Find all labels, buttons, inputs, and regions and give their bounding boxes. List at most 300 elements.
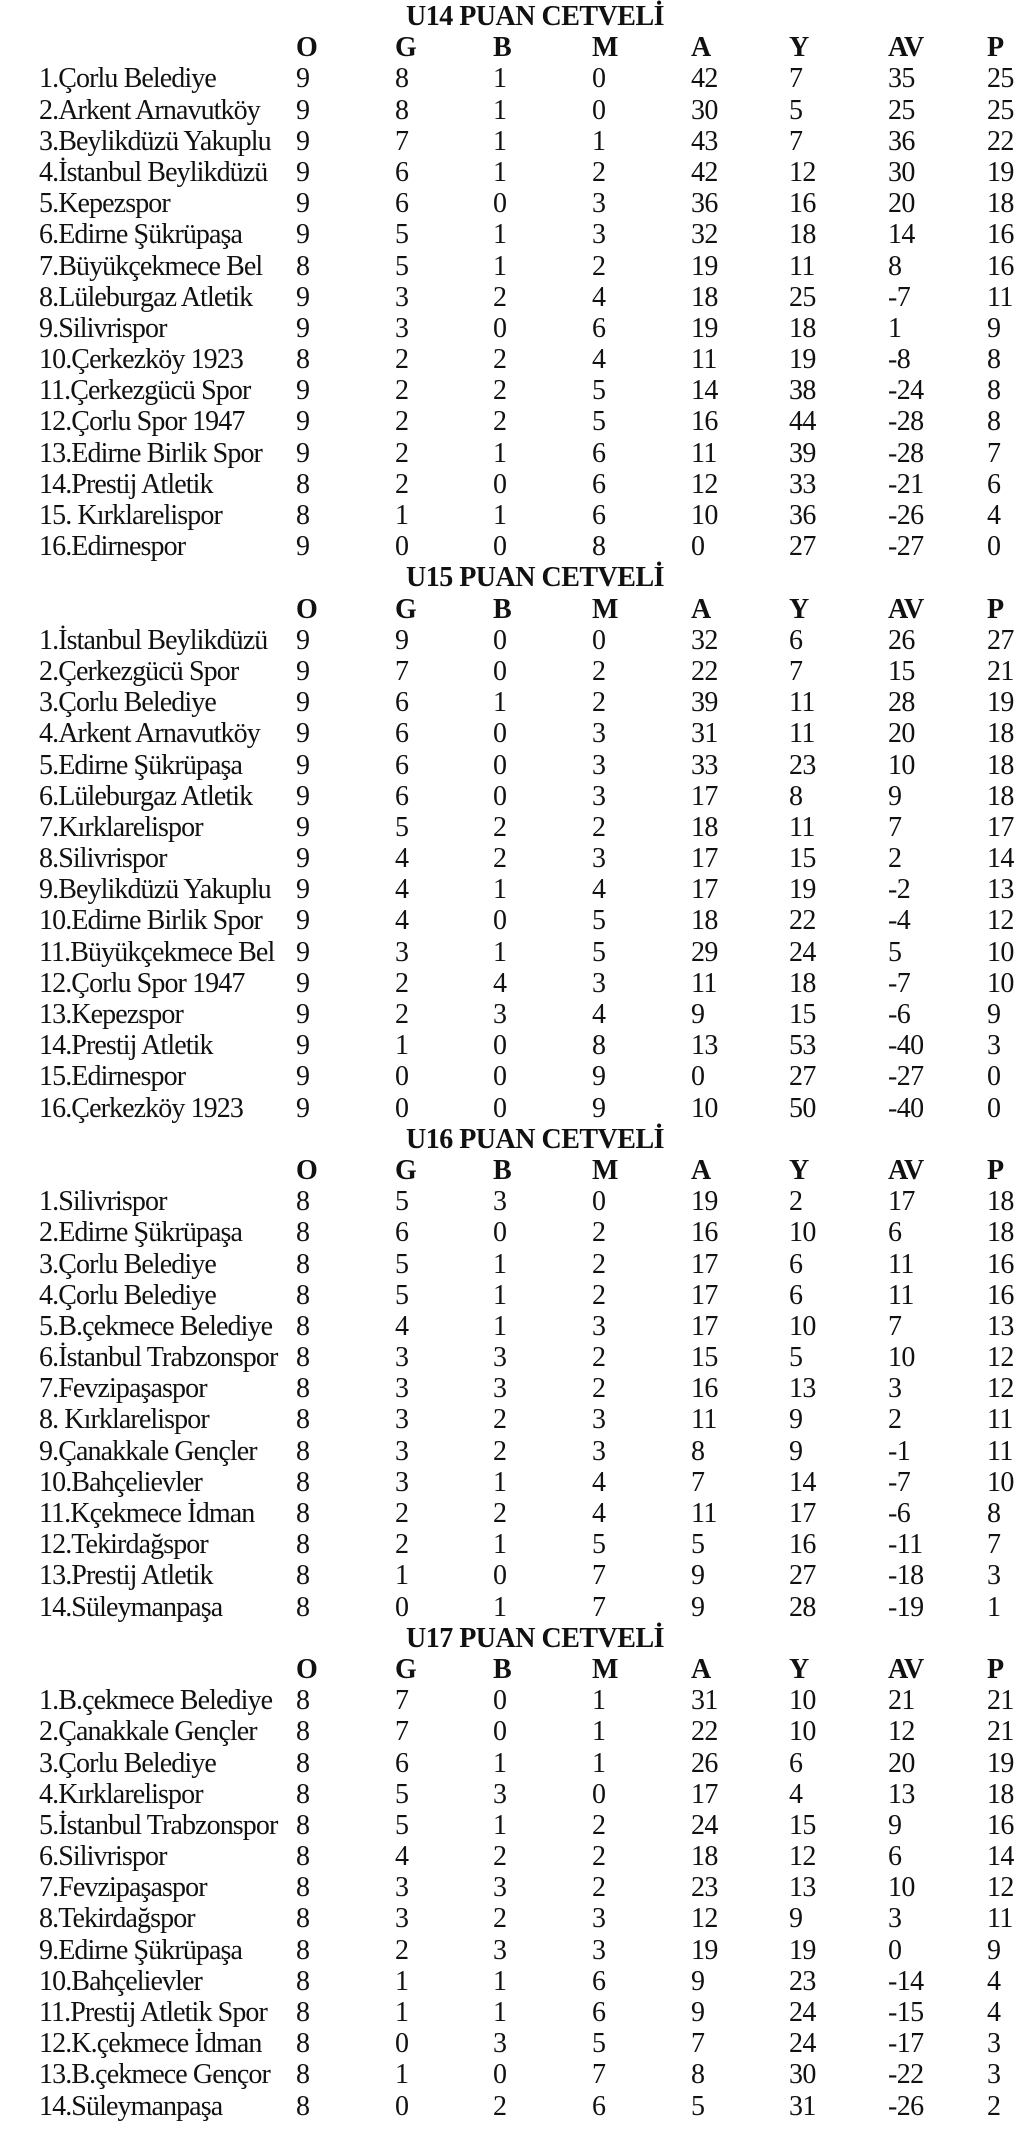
cell-goals-for: 8 — [691, 1435, 705, 1467]
cell-team: 5.B.çekmece Belediye — [39, 1310, 273, 1342]
cell-team: 8. Kırklarelispor — [39, 1404, 209, 1436]
cell-played: 9 — [296, 905, 310, 937]
cell-goals-for: 9 — [691, 1560, 705, 1592]
cell-played: 8 — [296, 1934, 310, 1966]
cell-lost: 7 — [592, 1560, 606, 1592]
cell-goals-for: 7 — [691, 2028, 705, 2060]
cell-won: 6 — [395, 188, 409, 220]
cell-goal-difference: 3 — [888, 1373, 902, 1405]
cell-team: 2.Edirne Şükrüpaşa — [39, 1217, 243, 1249]
cell-lost: 2 — [592, 1809, 606, 1841]
cell-won: 0 — [395, 1061, 409, 1093]
cell-goals-for: 17 — [691, 843, 718, 875]
cell-drawn: 2 — [493, 1903, 507, 1935]
cell-points: 12 — [987, 1342, 1014, 1374]
cell-goal-difference: -7 — [888, 1466, 911, 1498]
cell-goals-for: 22 — [691, 1716, 718, 1748]
cell-won: 5 — [395, 1279, 409, 1311]
table-row — [0, 313, 1028, 344]
cell-lost: 4 — [592, 344, 606, 376]
table-row — [0, 1373, 1028, 1404]
column-header-av: AV — [888, 593, 924, 625]
table-row — [0, 812, 1028, 843]
cell-team: 7.Büyükçekmece Bel — [39, 250, 263, 282]
cell-won: 2 — [395, 406, 409, 438]
cell-won: 4 — [395, 1841, 409, 1873]
cell-goals-against: 24 — [789, 1997, 816, 2028]
cell-won: 2 — [395, 437, 409, 469]
cell-goals-for: 26 — [691, 1747, 718, 1779]
cell-team: 14.Süleymanpaşa — [39, 1591, 223, 1623]
cell-lost: 5 — [592, 406, 606, 438]
cell-lost: 5 — [592, 2028, 606, 2060]
cell-played: 8 — [296, 1529, 310, 1561]
cell-team: 3.Beylikdüzü Yakuplu — [39, 125, 271, 157]
cell-points: 22 — [987, 125, 1014, 157]
table-row — [0, 375, 1028, 406]
cell-goals-for: 19 — [691, 1934, 718, 1966]
cell-drawn: 2 — [493, 2090, 507, 2122]
cell-goal-difference: 9 — [888, 1809, 902, 1841]
column-header-m: M — [592, 593, 618, 625]
cell-team: 8.Silivrispor — [39, 843, 167, 875]
cell-lost: 0 — [592, 1778, 606, 1810]
cell-goals-for: 31 — [691, 1685, 718, 1717]
cell-points: 8 — [987, 1498, 1001, 1529]
table-row — [0, 438, 1028, 469]
cell-team: 1.Silivrispor — [39, 1186, 167, 1218]
column-header-a: A — [691, 1154, 711, 1186]
cell-points: 14 — [987, 1841, 1014, 1873]
cell-team: 2.Çerkezgücü Spor — [39, 655, 239, 687]
cell-won: 0 — [395, 531, 409, 563]
cell-goals-against: 23 — [789, 749, 816, 781]
cell-won: 2 — [395, 1934, 409, 1966]
cell-goal-difference: 12 — [888, 1716, 915, 1748]
cell-played: 8 — [296, 1279, 310, 1311]
cell-goal-difference: -18 — [888, 1560, 924, 1592]
cell-goals-against: 18 — [789, 967, 816, 999]
cell-team: 12.Çorlu Spor 1947 — [39, 406, 245, 438]
cell-drawn: 1 — [493, 1965, 507, 1997]
cell-goals-for: 13 — [691, 1030, 718, 1062]
cell-goal-difference: 14 — [888, 219, 915, 251]
cell-goal-difference: 5 — [888, 936, 902, 968]
cell-drawn: 1 — [493, 437, 507, 469]
cell-team: 6.Edirne Şükrüpaşa — [39, 219, 243, 251]
cell-drawn: 1 — [493, 219, 507, 251]
cell-points: 16 — [987, 219, 1014, 251]
cell-goals-against: 19 — [789, 344, 816, 376]
cell-goals-for: 43 — [691, 125, 718, 157]
cell-played: 8 — [296, 1809, 310, 1841]
table-row — [0, 718, 1028, 749]
cell-goal-difference: 11 — [888, 1279, 914, 1311]
cell-goals-for: 19 — [691, 1186, 718, 1218]
cell-played: 8 — [296, 1248, 310, 1280]
cell-points: 18 — [987, 749, 1014, 781]
cell-goal-difference: -11 — [888, 1529, 923, 1561]
cell-drawn: 2 — [493, 344, 507, 376]
cell-goals-for: 11 — [691, 344, 717, 376]
cell-drawn: 0 — [493, 2059, 507, 2091]
cell-goals-for: 9 — [691, 1965, 705, 1997]
cell-played: 8 — [296, 1404, 310, 1436]
cell-won: 7 — [395, 1716, 409, 1748]
column-header-p: P — [987, 1154, 1004, 1186]
cell-goal-difference: -4 — [888, 905, 911, 937]
cell-goals-for: 5 — [691, 2090, 705, 2122]
table-header-row — [0, 1654, 1028, 1685]
cell-goals-for: 11 — [691, 1498, 717, 1529]
column-header-y: Y — [789, 32, 809, 64]
cell-lost: 3 — [592, 219, 606, 251]
cell-drawn: 3 — [493, 1373, 507, 1405]
cell-goals-against: 39 — [789, 437, 816, 469]
table-row — [0, 1280, 1028, 1311]
cell-points: 3 — [987, 1030, 1001, 1062]
cell-goals-for: 30 — [691, 94, 718, 126]
cell-drawn: 3 — [493, 999, 507, 1030]
cell-goals-for: 9 — [691, 1997, 705, 2028]
cell-lost: 0 — [592, 1186, 606, 1218]
cell-points: 1 — [987, 1591, 1001, 1623]
cell-team: 16.Edirnespor — [39, 531, 186, 563]
column-header-p: P — [987, 32, 1004, 64]
cell-lost: 6 — [592, 468, 606, 500]
cell-team: 10.Çerkezköy 1923 — [39, 344, 243, 376]
cell-team: 12.K.çekmece İdman — [39, 2028, 262, 2060]
table-row — [0, 188, 1028, 219]
column-header-g: G — [395, 593, 417, 625]
table-row — [0, 1311, 1028, 1342]
cell-won: 5 — [395, 250, 409, 282]
cell-won: 8 — [395, 63, 409, 95]
cell-team: 8.Lüleburgaz Atletik — [39, 281, 253, 313]
cell-goal-difference: 8 — [888, 250, 902, 282]
column-header-a: A — [691, 32, 711, 64]
cell-won: 1 — [395, 2059, 409, 2091]
cell-goals-for: 10 — [691, 500, 718, 531]
cell-goals-for: 17 — [691, 1310, 718, 1342]
cell-won: 5 — [395, 811, 409, 843]
cell-points: 10 — [987, 936, 1014, 968]
cell-goals-for: 8 — [691, 2059, 705, 2091]
cell-goals-against: 30 — [789, 2059, 816, 2091]
cell-goals-against: 22 — [789, 905, 816, 937]
cell-goals-for: 19 — [691, 312, 718, 344]
cell-played: 9 — [296, 63, 310, 95]
cell-drawn: 0 — [493, 1092, 507, 1124]
cell-goals-for: 24 — [691, 1809, 718, 1841]
cell-goals-for: 12 — [691, 468, 718, 500]
cell-points: 16 — [987, 1279, 1014, 1311]
cell-won: 6 — [395, 1217, 409, 1249]
cell-points: 19 — [987, 156, 1014, 188]
cell-goals-against: 15 — [789, 1809, 816, 1841]
cell-lost: 0 — [592, 94, 606, 126]
cell-points: 18 — [987, 780, 1014, 812]
column-header-y: Y — [789, 1154, 809, 1186]
table-row — [0, 1404, 1028, 1435]
cell-won: 5 — [395, 1809, 409, 1841]
cell-goal-difference: 36 — [888, 125, 915, 157]
cell-points: 3 — [987, 1560, 1001, 1592]
cell-goals-for: 14 — [691, 375, 718, 407]
cell-goals-against: 53 — [789, 1030, 816, 1062]
cell-points: 10 — [987, 967, 1014, 999]
column-header-m: M — [592, 1653, 618, 1685]
cell-points: 16 — [987, 1809, 1014, 1841]
table-row — [0, 1560, 1028, 1591]
cell-goal-difference: 10 — [888, 1872, 915, 1904]
cell-goal-difference: 7 — [888, 811, 902, 843]
cell-points: 3 — [987, 2028, 1001, 2060]
cell-goals-for: 39 — [691, 687, 718, 719]
cell-goals-against: 11 — [789, 250, 815, 282]
cell-played: 9 — [296, 655, 310, 687]
cell-goal-difference: -24 — [888, 375, 924, 407]
cell-lost: 6 — [592, 1997, 606, 2028]
table-row — [0, 1217, 1028, 1248]
cell-team: 9.Çanakkale Gençler — [39, 1435, 257, 1467]
cell-goals-for: 18 — [691, 905, 718, 937]
cell-won: 6 — [395, 749, 409, 781]
cell-lost: 0 — [592, 63, 606, 95]
cell-played: 8 — [296, 1997, 310, 2028]
table-row — [0, 2091, 1028, 2122]
column-header-o: O — [296, 593, 318, 625]
cell-won: 7 — [395, 655, 409, 687]
cell-won: 1 — [395, 1560, 409, 1592]
cell-team: 9.Beylikdüzü Yakuplu — [39, 874, 271, 906]
column-header-g: G — [395, 1154, 417, 1186]
cell-goal-difference: 20 — [888, 188, 915, 220]
cell-goals-for: 23 — [691, 1872, 718, 1904]
cell-goals-against: 10 — [789, 1716, 816, 1748]
cell-drawn: 3 — [493, 1186, 507, 1218]
cell-points: 16 — [987, 1248, 1014, 1280]
cell-drawn: 2 — [493, 1498, 507, 1529]
cell-played: 9 — [296, 624, 310, 656]
cell-team: 4.Çorlu Belediye — [39, 1279, 216, 1311]
cell-team: 4.İstanbul Beylikdüzü — [39, 156, 268, 188]
cell-team: 13.B.çekmece Gençor — [39, 2059, 270, 2091]
cell-goals-against: 44 — [789, 406, 816, 438]
cell-goals-for: 42 — [691, 63, 718, 95]
cell-points: 8 — [987, 375, 1001, 407]
cell-goals-against: 15 — [789, 999, 816, 1030]
cell-points: 2 — [987, 2090, 1001, 2122]
cell-goals-against: 7 — [789, 63, 803, 95]
cell-drawn: 0 — [493, 468, 507, 500]
cell-goals-against: 27 — [789, 1560, 816, 1592]
cell-drawn: 2 — [493, 406, 507, 438]
cell-team: 16.Çerkezköy 1923 — [39, 1092, 243, 1124]
cell-played: 8 — [296, 1903, 310, 1935]
cell-goal-difference: -8 — [888, 344, 911, 376]
cell-played: 9 — [296, 780, 310, 812]
cell-lost: 3 — [592, 1404, 606, 1436]
cell-won: 2 — [395, 1498, 409, 1529]
table-row — [0, 219, 1028, 250]
cell-won: 5 — [395, 1248, 409, 1280]
cell-goals-against: 6 — [789, 1747, 803, 1779]
cell-lost: 1 — [592, 1747, 606, 1779]
cell-lost: 5 — [592, 1529, 606, 1561]
cell-drawn: 1 — [493, 1466, 507, 1498]
cell-goals-against: 8 — [789, 780, 803, 812]
cell-drawn: 1 — [493, 1529, 507, 1561]
cell-goals-for: 11 — [691, 1404, 717, 1436]
cell-won: 4 — [395, 874, 409, 906]
cell-played: 9 — [296, 718, 310, 750]
cell-drawn: 1 — [493, 1591, 507, 1623]
cell-team: 14.Prestij Atletik — [39, 468, 213, 500]
column-header-av: AV — [888, 1154, 924, 1186]
cell-drawn: 1 — [493, 250, 507, 282]
cell-played: 9 — [296, 188, 310, 220]
table-row — [0, 1810, 1028, 1841]
cell-points: 9 — [987, 1934, 1001, 1966]
cell-goals-against: 10 — [789, 1685, 816, 1717]
cell-played: 8 — [296, 1872, 310, 1904]
cell-played: 9 — [296, 1061, 310, 1093]
cell-team: 9.Silivrispor — [39, 312, 167, 344]
cell-lost: 2 — [592, 811, 606, 843]
cell-goals-against: 9 — [789, 1903, 803, 1935]
cell-goal-difference: -28 — [888, 406, 924, 438]
cell-won: 2 — [395, 967, 409, 999]
cell-team: 5.Edirne Şükrüpaşa — [39, 749, 243, 781]
cell-goals-against: 28 — [789, 1591, 816, 1623]
cell-lost: 0 — [592, 624, 606, 656]
cell-won: 1 — [395, 1965, 409, 1997]
table-header-row — [0, 1155, 1028, 1186]
cell-won: 4 — [395, 1310, 409, 1342]
cell-goals-against: 12 — [789, 1841, 816, 1873]
cell-goals-against: 13 — [789, 1373, 816, 1405]
column-header-b: B — [493, 32, 512, 64]
cell-played: 9 — [296, 156, 310, 188]
cell-won: 2 — [395, 375, 409, 407]
cell-team: 15. Kırklarelispor — [39, 500, 222, 531]
table-row — [0, 157, 1028, 188]
cell-goals-for: 31 — [691, 718, 718, 750]
cell-played: 9 — [296, 811, 310, 843]
cell-team: 3.Çorlu Belediye — [39, 1248, 216, 1280]
cell-goal-difference: 2 — [888, 843, 902, 875]
cell-drawn: 1 — [493, 936, 507, 968]
cell-goals-against: 18 — [789, 219, 816, 251]
cell-goals-against: 7 — [789, 655, 803, 687]
cell-goal-difference: -7 — [888, 967, 911, 999]
cell-goals-against: 9 — [789, 1435, 803, 1467]
table-row — [0, 1966, 1028, 1997]
table-row — [0, 406, 1028, 437]
cell-points: 14 — [987, 843, 1014, 875]
cell-drawn: 0 — [493, 905, 507, 937]
cell-played: 8 — [296, 1217, 310, 1249]
cell-goal-difference: 1 — [888, 312, 902, 344]
cell-won: 3 — [395, 1373, 409, 1405]
cell-goals-against: 27 — [789, 1061, 816, 1093]
standings-table — [0, 1623, 1028, 2122]
cell-lost: 4 — [592, 281, 606, 313]
table-row — [0, 531, 1028, 562]
cell-lost: 4 — [592, 999, 606, 1030]
cell-played: 8 — [296, 1591, 310, 1623]
cell-lost: 1 — [592, 1716, 606, 1748]
cell-lost: 3 — [592, 1435, 606, 1467]
cell-played: 9 — [296, 94, 310, 126]
cell-goals-for: 16 — [691, 1217, 718, 1249]
cell-won: 0 — [395, 1591, 409, 1623]
cell-points: 0 — [987, 1061, 1001, 1093]
cell-drawn: 0 — [493, 1217, 507, 1249]
cell-goals-against: 16 — [789, 1529, 816, 1561]
table-row — [0, 2059, 1028, 2090]
cell-goals-for: 12 — [691, 1903, 718, 1935]
cell-points: 12 — [987, 1872, 1014, 1904]
cell-goal-difference: -40 — [888, 1092, 924, 1124]
cell-goal-difference: 9 — [888, 780, 902, 812]
cell-team: 5.İstanbul Trabzonspor — [39, 1809, 278, 1841]
cell-goal-difference: -14 — [888, 1965, 924, 1997]
cell-drawn: 0 — [493, 1061, 507, 1093]
cell-goals-for: 9 — [691, 1591, 705, 1623]
cell-goals-for: 18 — [691, 281, 718, 313]
cell-lost: 2 — [592, 1872, 606, 1904]
cell-drawn: 2 — [493, 1404, 507, 1436]
cell-points: 7 — [987, 437, 1001, 469]
cell-goal-difference: 7 — [888, 1310, 902, 1342]
cell-won: 3 — [395, 1404, 409, 1436]
cell-lost: 2 — [592, 250, 606, 282]
standings-document — [0, 1, 1028, 2122]
cell-points: 11 — [987, 1435, 1013, 1467]
cell-lost: 3 — [592, 1310, 606, 1342]
cell-goals-for: 17 — [691, 1248, 718, 1280]
column-header-av: AV — [888, 32, 924, 64]
table-row — [0, 1061, 1028, 1092]
cell-points: 18 — [987, 188, 1014, 220]
cell-drawn: 0 — [493, 655, 507, 687]
cell-won: 3 — [395, 1342, 409, 1374]
cell-played: 8 — [296, 500, 310, 531]
table-row — [0, 843, 1028, 874]
cell-team: 3.Çorlu Belediye — [39, 1747, 216, 1779]
cell-drawn: 1 — [493, 94, 507, 126]
cell-points: 19 — [987, 687, 1014, 719]
cell-drawn: 1 — [493, 156, 507, 188]
cell-goals-against: 11 — [789, 811, 815, 843]
cell-points: 8 — [987, 344, 1001, 376]
table-row — [0, 1467, 1028, 1498]
cell-goals-for: 29 — [691, 936, 718, 968]
cell-lost: 3 — [592, 843, 606, 875]
cell-lost: 9 — [592, 1061, 606, 1093]
cell-won: 1 — [395, 1030, 409, 1062]
cell-goals-against: 15 — [789, 843, 816, 875]
cell-drawn: 1 — [493, 1248, 507, 1280]
cell-won: 5 — [395, 1186, 409, 1218]
cell-goals-for: 0 — [691, 1061, 705, 1093]
cell-goal-difference: -27 — [888, 1061, 924, 1093]
cell-goals-for: 10 — [691, 1092, 718, 1124]
cell-lost: 3 — [592, 780, 606, 812]
cell-played: 9 — [296, 1030, 310, 1062]
